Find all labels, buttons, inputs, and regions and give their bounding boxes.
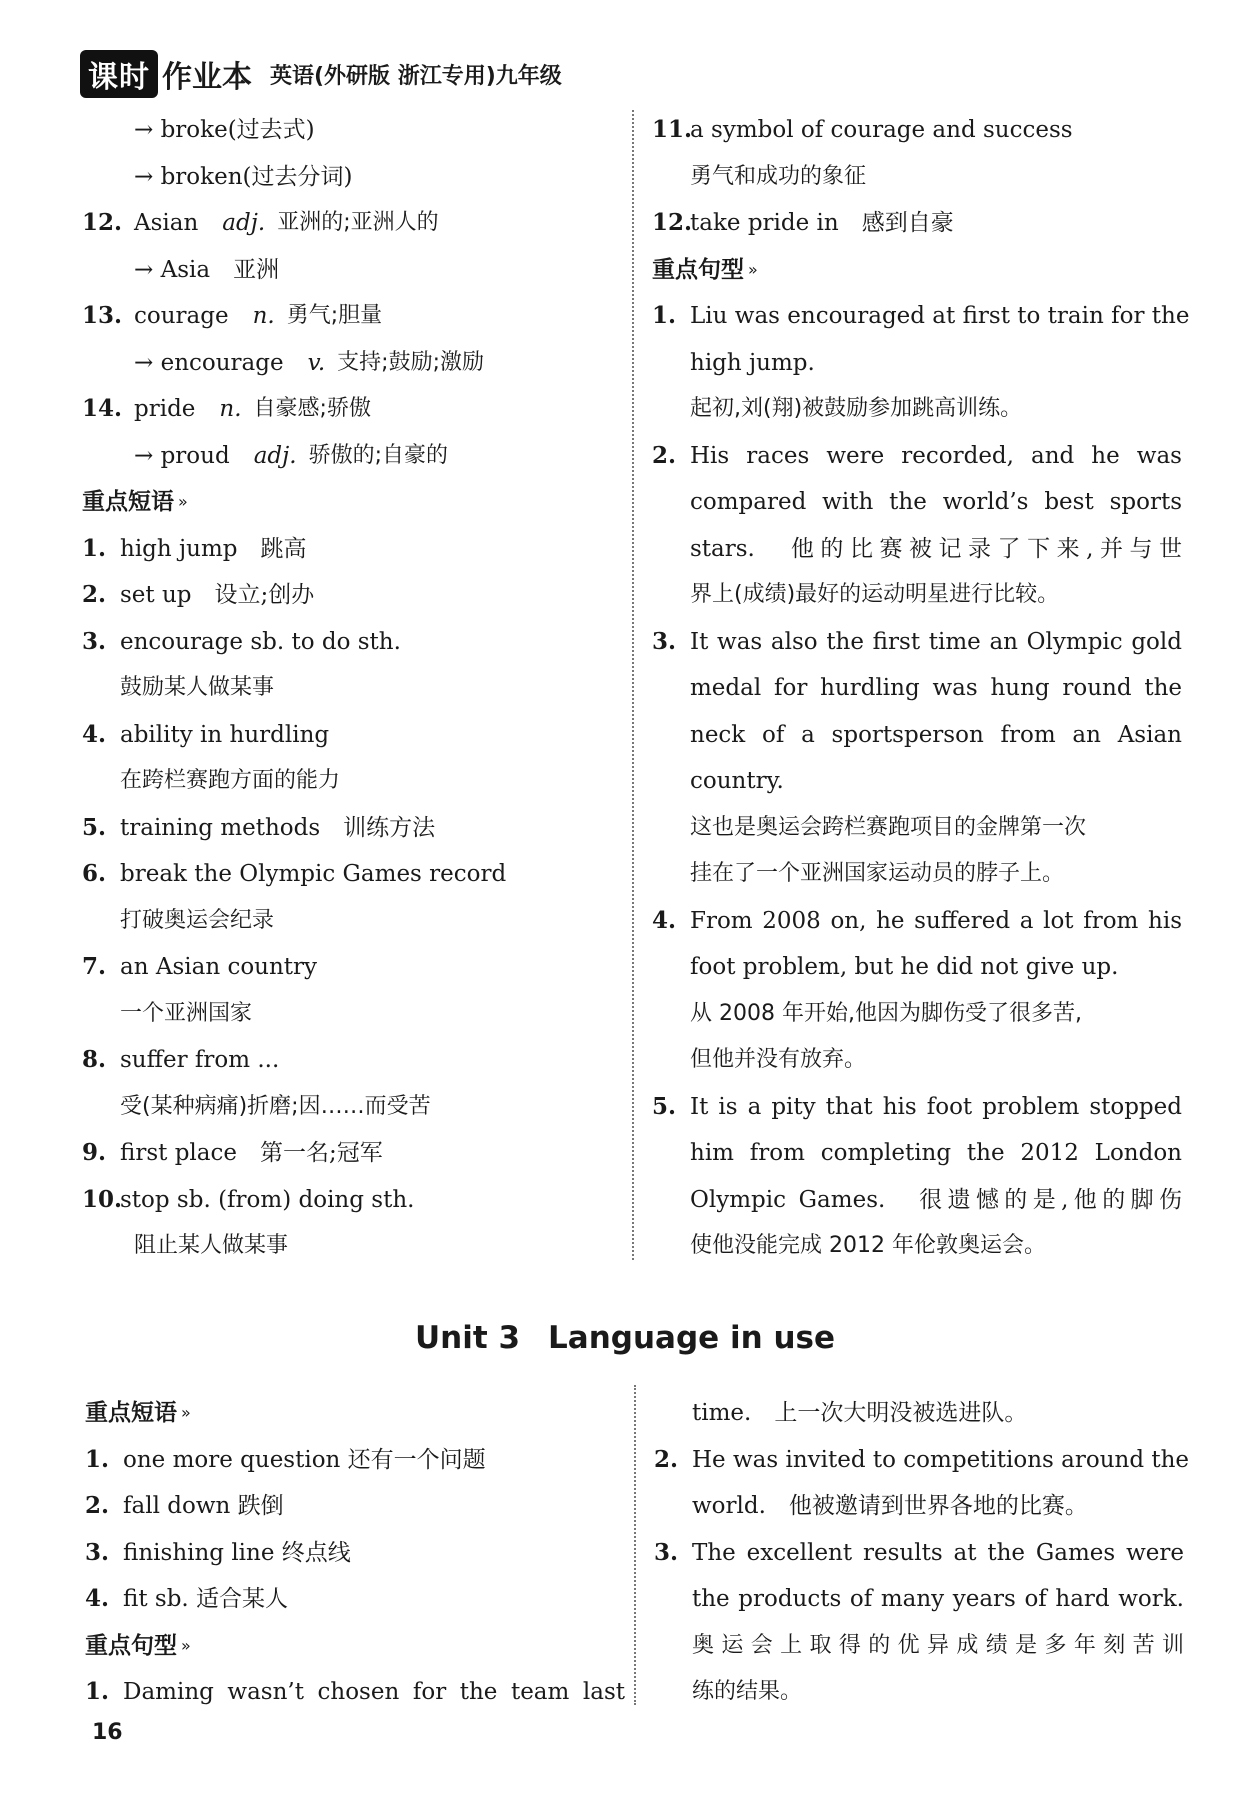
word-form-line: → encourage v. 支持;鼓励;激励: [134, 349, 484, 376]
sentence-item: 4. From 2008 on, he suffered a lot from his foot problem, but he did not give up. 从 2008 年开始,他因为脚伤受了很多苦, 但他并没有放弃。: [652, 906, 1182, 1072]
phrase-item: 1. high jump 跳高: [82, 534, 307, 562]
phrase-item: 6. break the Olympic Games record: [82, 860, 507, 887]
double-chevron-icon: »: [181, 1403, 191, 1422]
sentence-item: 2. His races were recorded, and he was compared with the world’s best sports stars. 他的比赛被记录了下来,并与世 界上(成绩)最好的运动明星进行比较。: [652, 441, 1182, 607]
phrase-item: 2. fall down 跌倒: [85, 1492, 284, 1519]
section-heading-sentences: 重点句型 »: [85, 1623, 625, 1670]
phrase-item: 11. a symbol of courage and success: [652, 116, 1073, 143]
vocab-item: 13. courage n. 勇气;胆量: [82, 302, 383, 329]
page-number: 16: [92, 1720, 123, 1745]
section-heading-sentences: 重点句型 »: [652, 247, 1182, 294]
page-header: [80, 52, 562, 96]
sentence-item: 2. He was invited to competitions around the world. 他被邀请到世界各地的比赛。: [654, 1445, 1190, 1519]
phrase-item: 12. take pride in 感到自豪: [652, 209, 954, 236]
vocab-item: 14. pride n. 自豪感;骄傲: [82, 395, 371, 422]
phrase-translation: 受(某种病痛)折磨;因……而受苦: [120, 1093, 431, 1119]
phrase-item: 1. one more question 还有一个问题: [85, 1445, 486, 1473]
book-subtitle: 英语(外研版 浙江专用)九年级: [270, 63, 562, 89]
phrase-translation: 勇气和成功的象征: [690, 163, 867, 189]
phrase-translation: 一个亚洲国家: [120, 1000, 253, 1026]
phrase-item: 3. encourage sb. to do sth.: [82, 627, 401, 655]
phrase-item: 9. first place 第一名;冠军: [82, 1139, 383, 1166]
word-form-line: → proud adj. 骄傲的;自豪的: [134, 442, 448, 469]
right-column-bottom: [654, 1390, 1190, 1716]
word-form-line: → Asia 亚洲: [134, 256, 280, 283]
phrase-translation: 阻止某人做某事: [134, 1233, 289, 1258]
double-chevron-icon: »: [181, 1635, 191, 1655]
right-column: [652, 107, 1190, 1270]
word-form-line: → broke(过去式): [134, 117, 315, 143]
phrase-translation: 打破奥运会纪录: [120, 907, 275, 933]
left-column: [82, 107, 622, 1270]
phrase-item: 4. ability in hurdling: [82, 720, 330, 748]
phrase-item: 7. an Asian country: [82, 953, 318, 980]
phrase-item: 5. training methods 训练方法: [82, 813, 436, 841]
sentence-item: 3. The excellent results at the Games were the products of many years of hard work. 奥运会上取得的优异成绩是多年刻苦训 练的结果。: [654, 1538, 1184, 1704]
phrase-item: 8. suffer from ...: [82, 1046, 280, 1073]
double-chevron-icon: »: [178, 492, 188, 511]
unit-title: Unit 3 Language in use: [414, 1320, 836, 1356]
section-heading-phrases: 重点短语 »: [82, 479, 622, 526]
phrase-translation: 在跨栏赛跑方面的能力: [120, 768, 341, 793]
phrase-item: 2. set up 设立;创办: [82, 581, 315, 608]
sentence-continuation: time. 上一次大明没被选进队。: [692, 1400, 1028, 1426]
phrase-translation: 鼓励某人做某事: [120, 675, 275, 700]
column-divider: [634, 1385, 636, 1705]
phrase-item: 4. fit sb. 适合某人: [85, 1585, 289, 1612]
sentence-item: 5. It is a pity that his foot problem stopped him from completing the 2012 London Olympic Games. 很遗憾的是,他的脚伤 使他没能完成 2012 年伦敦奥运会。: [652, 1092, 1182, 1258]
left-column-bottom: [85, 1390, 625, 1716]
vocab-item: 12. Asian adj. 亚洲的;亚洲人的: [82, 209, 439, 236]
double-chevron-icon: »: [748, 259, 758, 279]
sentence-item: 1. Liu was encouraged at first to train for the high jump. 起初,刘(翔)被鼓励参加跳高训练。: [652, 302, 1190, 421]
sentence-item: 1. Daming wasn’t chosen for the team last: [85, 1678, 625, 1705]
brand-name: 作业本: [162, 60, 252, 95]
sentence-item: 3. It was also the first time an Olympic gold medal for hurdling was hung round the neck of a sportsperson from an Asian country. 这也是奥运会跨栏赛跑项目的金牌第一次 挂在了一个亚洲国家运动员的脖子上。: [652, 627, 1182, 886]
phrase-item: 3. finishing line 终点线: [85, 1538, 351, 1566]
column-divider: [632, 110, 634, 1260]
phrase-item: 10. stop sb. (from) doing sth.: [82, 1185, 415, 1213]
brand-badge: 课时: [80, 50, 158, 98]
section-heading-phrases: 重点短语 »: [85, 1390, 625, 1437]
word-form-line: → broken(过去分词): [134, 163, 353, 190]
